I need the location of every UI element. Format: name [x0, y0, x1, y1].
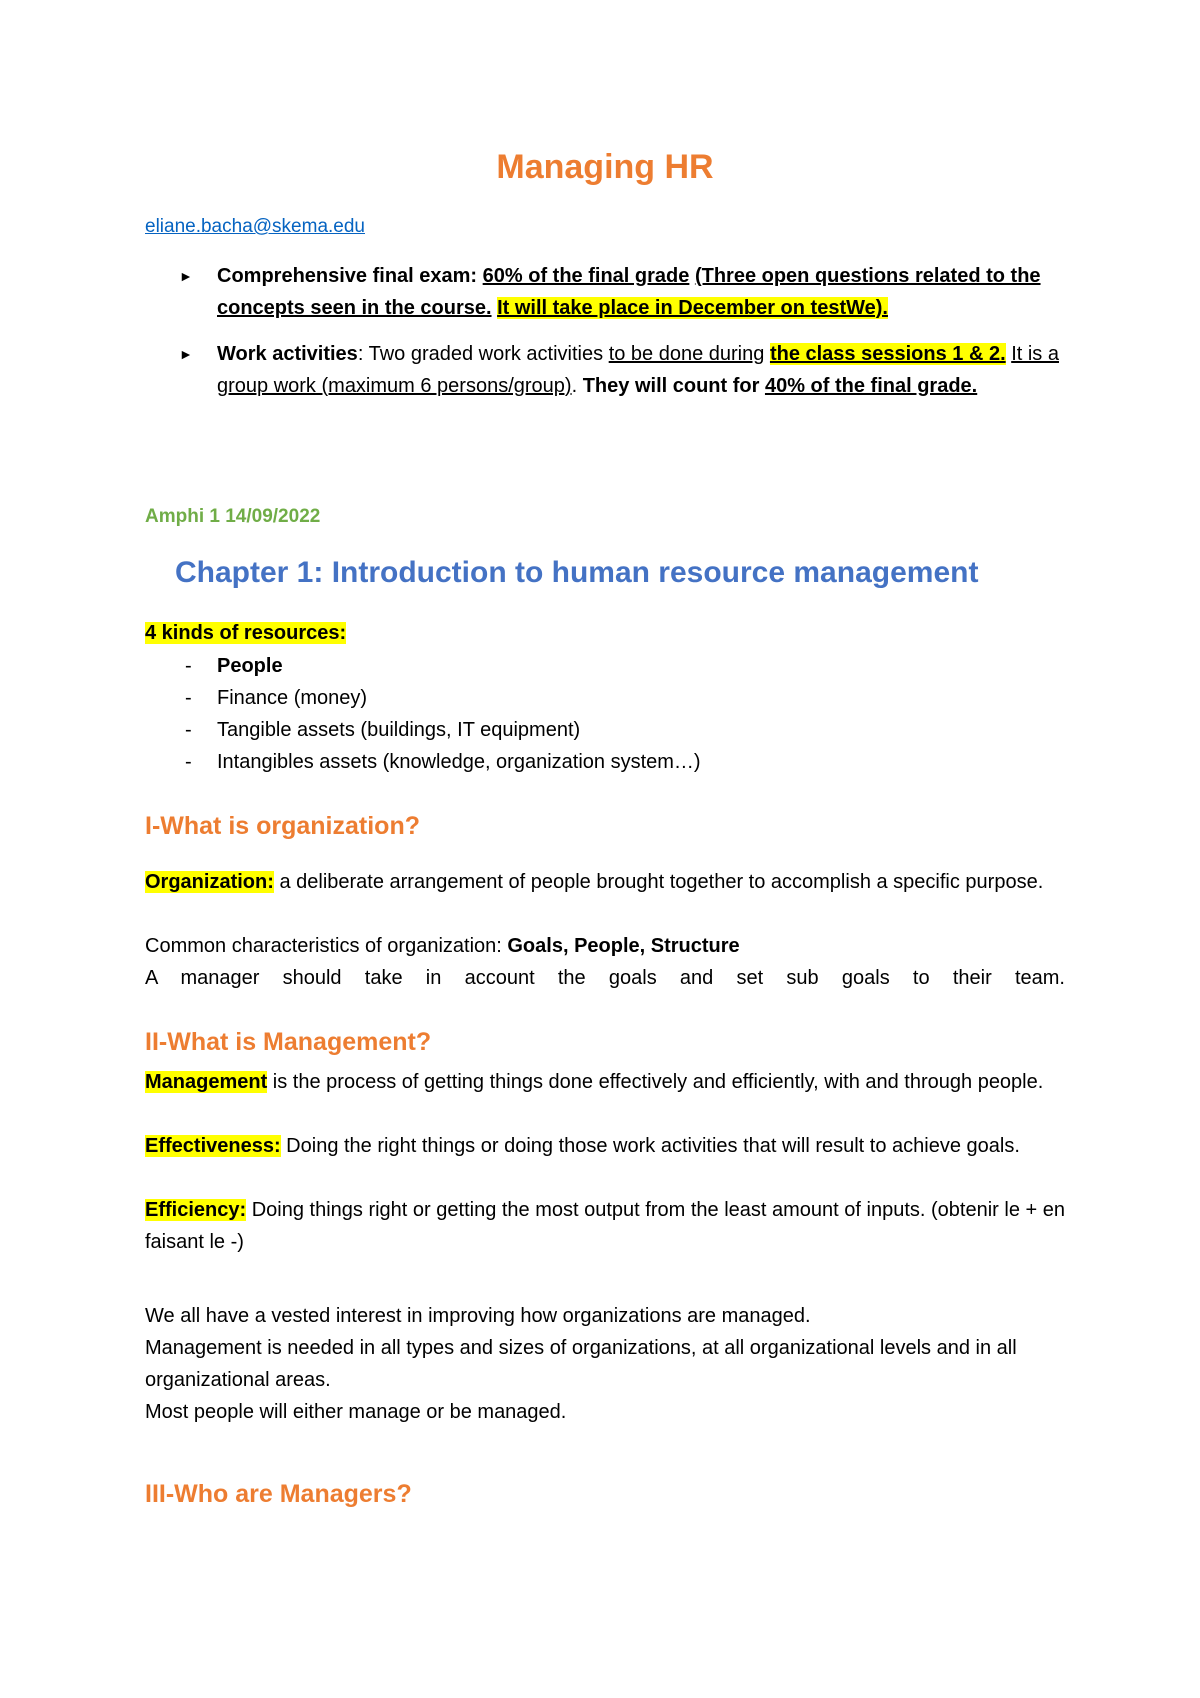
work-pct: 40% of the final grade.	[764, 375, 978, 397]
work-colon: :	[357, 343, 364, 365]
grading-list	[145, 260, 1065, 416]
organization-term: Organization:	[145, 871, 274, 893]
work-label: Work activities	[217, 343, 358, 365]
exam-detail: (Three open questions related to the concepts seen in the course.	[217, 265, 1041, 319]
resources-title-text: 4 kinds of resources:	[145, 622, 347, 644]
resource-tangible: Tangible assets (buildings, IT equipment)	[217, 719, 581, 741]
common-text: Common characteristics of organization:	[145, 935, 508, 957]
email-link[interactable]: eliane.bacha@skema.edu	[145, 216, 365, 237]
triangle-bullet-icon: ►	[179, 346, 193, 362]
section-heading-managers: III-Who are Managers?	[145, 1480, 412, 1508]
work-during: to be done during	[608, 343, 765, 365]
work-group: It is a group work (maximum 6 persons/group)	[217, 343, 1059, 397]
work-dot: .	[571, 375, 578, 397]
triangle-bullet-icon: ►	[179, 268, 193, 284]
list-item: - Finance (money)	[185, 687, 368, 709]
resource-finance: Finance (money)	[217, 687, 368, 709]
management-definition	[145, 1066, 1065, 1098]
work-text: Two graded work activities	[368, 343, 604, 365]
exam-grade: 60% of the final grade	[482, 265, 690, 287]
paragraph-vested-interest: We all have a vested interest in improving how organizations are managed.	[145, 1305, 811, 1327]
organization-def: a deliberate arrangement of people brought together to accomplish a specific purpose.	[273, 871, 1044, 893]
manager-goals: A manager should take in account the goals and set sub goals to their team.	[145, 967, 1065, 989]
exam-label: Comprehensive final exam:	[217, 265, 478, 287]
resources-list	[145, 650, 701, 778]
exam-date-highlight: It will take place in December on testWe).	[497, 297, 888, 319]
session-label: Amphi 1 14/09/2022	[145, 506, 321, 527]
list-item-work-activities	[145, 338, 1065, 402]
work-sessions-highlight: the class sessions 1 & 2.	[769, 343, 1006, 365]
resource-intangible: Intangibles assets (knowledge, organization system…)	[217, 751, 701, 773]
efficiency-def: Doing things right or getting the most output from the least amount of inputs. (obtenir le + en faisant le -)	[145, 1199, 1065, 1253]
common-bold: Goals, People, Structure	[507, 935, 740, 957]
organization-definition	[145, 866, 1065, 898]
list-item: - Intangibles assets (knowledge, organization system…)	[185, 751, 701, 773]
chapter-title: Chapter 1: Introduction to human resource management	[175, 556, 979, 589]
list-item: - Tangible assets (buildings, IT equipment)	[185, 719, 581, 741]
work-count: They will count for	[582, 375, 760, 397]
resource-people: People	[217, 655, 283, 677]
paragraph-manage-or-managed: Most people will either manage or be managed.	[145, 1401, 567, 1423]
effectiveness-definition	[145, 1130, 1065, 1162]
paragraph-management-needed: Management is needed in all types and sizes of organizations, at all organizational levels and in all organizational areas.	[145, 1337, 1017, 1391]
effectiveness-def: Doing the right things or doing those work activities that will result to achieve goals.	[280, 1135, 1020, 1157]
resources-title	[145, 622, 346, 645]
efficiency-term: Efficiency:	[145, 1199, 247, 1221]
common-characteristics	[145, 930, 1065, 962]
page-title: Managing HR	[496, 148, 714, 186]
list-item-final-exam	[145, 260, 1065, 324]
section-heading-management: II-What is Management?	[145, 1028, 432, 1056]
management-def: is the process of getting things done effectively and efficiently, with and through people.	[267, 1071, 1044, 1093]
efficiency-definition	[145, 1194, 1065, 1258]
list-item: - People	[185, 655, 283, 677]
effectiveness-term: Effectiveness:	[145, 1135, 281, 1157]
management-term: Management	[145, 1071, 268, 1093]
section-heading-organization: I-What is organization?	[145, 812, 420, 840]
